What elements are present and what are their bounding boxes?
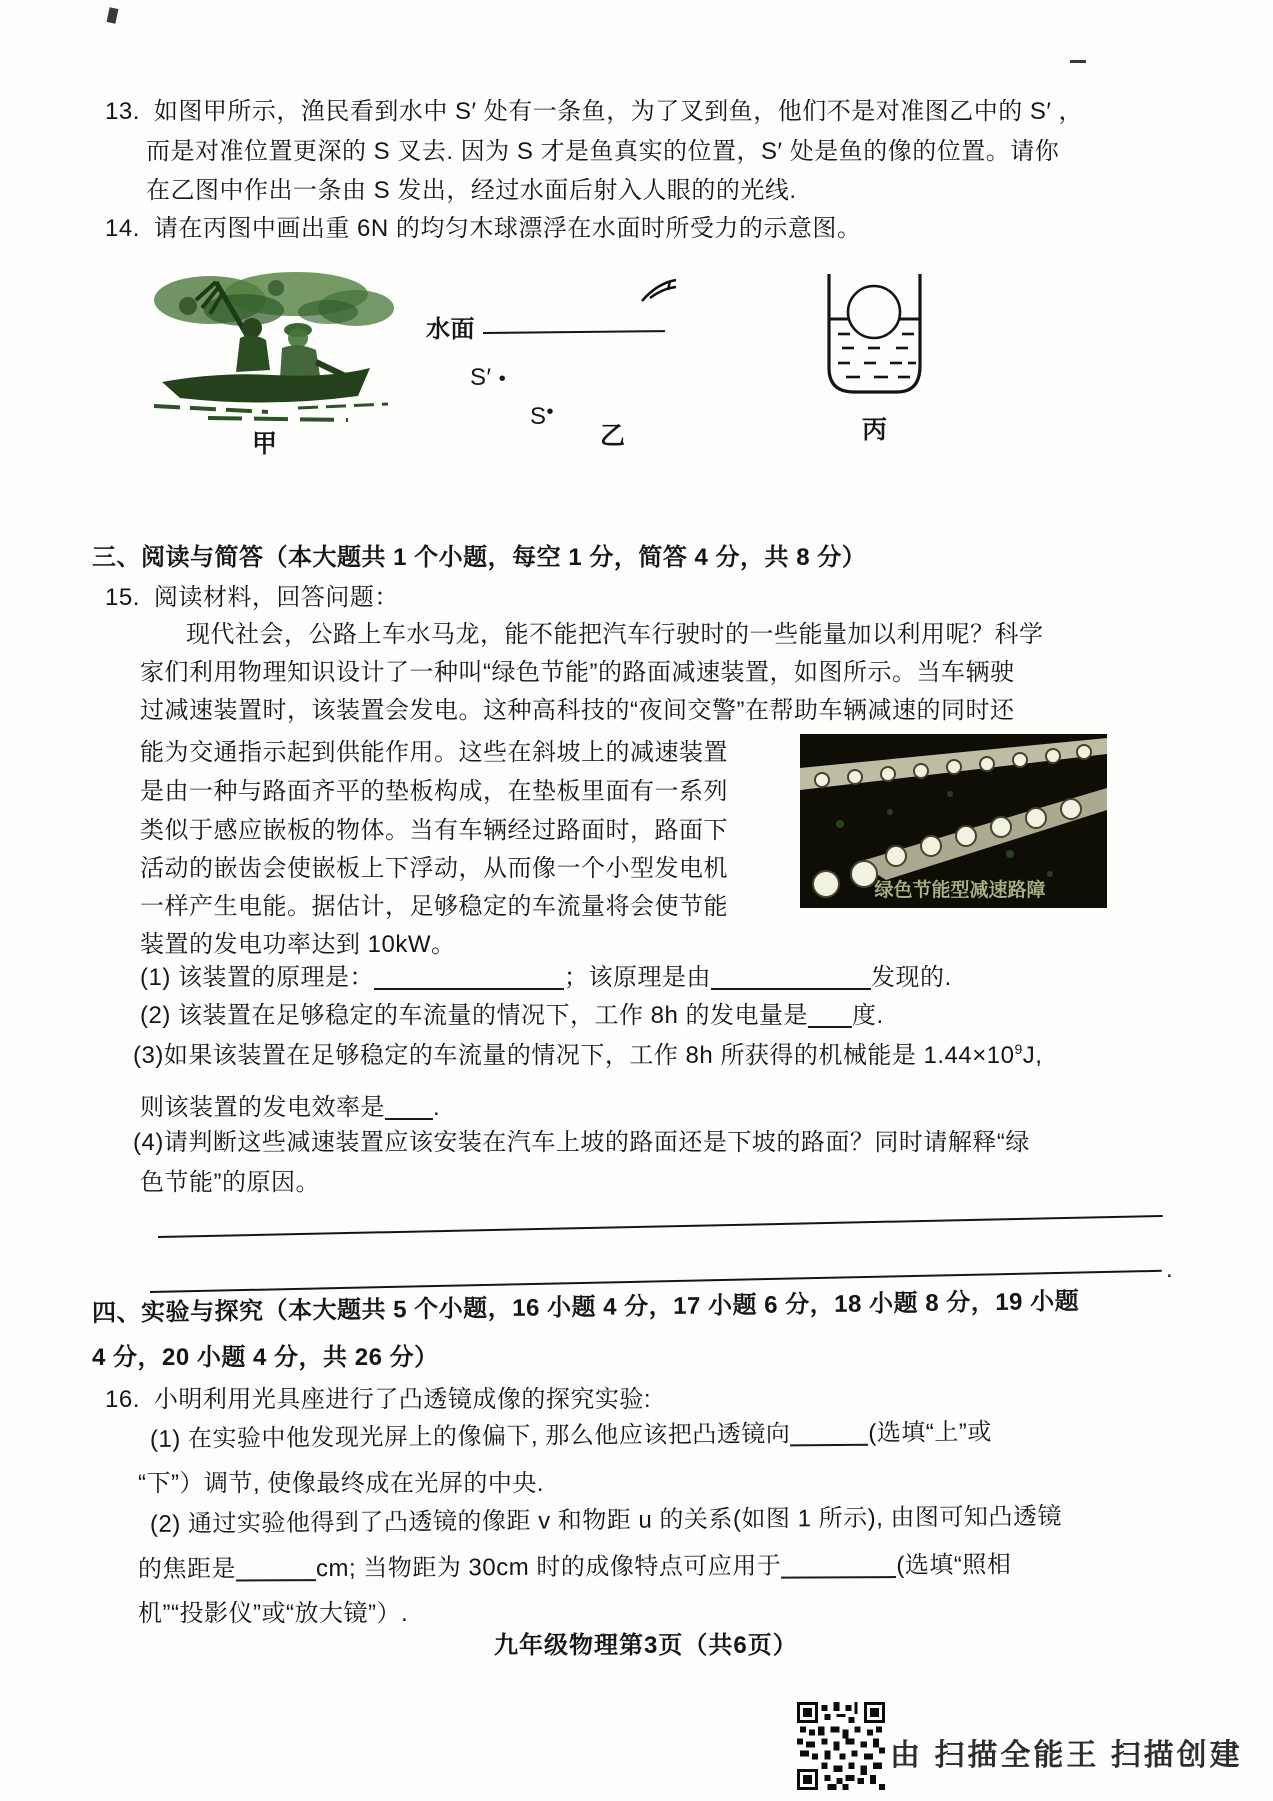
q15-sub3-line2: 则该装置的发电效率是 . [140, 1094, 441, 1121]
q16-sub2-line1: (2) 通过实验他得到了凸透镜的像距 v 和物距 u 的关系(如图 1 所示), 由图可知凸透镜 [149, 1503, 1063, 1538]
q15-sub4-line1: (4)请判断这些减速装置应该安装在汽车上坡的路面还是下坡的路面？同时请解释“绿 [133, 1129, 1030, 1156]
q15-sub1: (1) 该装置的原理是： ；该原理是由 发现的. [140, 964, 952, 991]
question-13-text1: 如图甲所示，渔民看到水中 S′ 处有一条鱼，为了叉到鱼，他们不是对准图乙中的 S′ ， [153, 98, 1084, 125]
figure-bing-label: 丙 [862, 416, 889, 444]
q15-paragraph-line: 装置的发电功率达到 10kW。 [140, 931, 456, 958]
question-16-intro: 16. 小明利用光具座进行了凸透镜成像的探究实验: [105, 1386, 652, 1413]
question-16-number: 16. [105, 1386, 140, 1413]
answer-blank [781, 1554, 896, 1579]
question-13-line1 [105, 100, 1083, 124]
q15-paragraph-line: 过减速装置时，该装置会发电。这种高科技的“夜间交警”在帮助车辆减速的同时还 [140, 697, 1015, 724]
scanner-credit: 由 扫描全能王 扫描创建 [890, 1739, 1243, 1772]
section-4-heading-line2: 4 分，20 小题 4 分，共 26 分） [92, 1344, 439, 1371]
scan-speck [107, 7, 119, 24]
question-14-line [105, 217, 861, 241]
q16-sub2-line3: 机”“投影仪”或“放大镜”）. [138, 1600, 409, 1627]
water-surface-line [483, 330, 665, 334]
section-3-heading: 三、阅读与简答（本大题共 1 个小题，每空 1 分，简答 4 分，共 8 分） [92, 544, 867, 571]
q15-paragraph-line: 家们利用物理知识设计了一种叫“绿色节能”的路面减速装置，如图所示。当车辆驶 [140, 659, 1015, 686]
question-13-number: 13. [105, 98, 140, 125]
answer-blank [711, 966, 871, 990]
page-footer: 九年级物理第3页（共6页） [494, 1632, 798, 1659]
figure-yi-label: 乙 [600, 422, 627, 450]
q15-sub3-line1: (3)如果该装置在足够稳定的车流量的情况下，工作 8h 所获得的机械能是 $1.44\times 10^9J$, [133, 1041, 1043, 1069]
q15-sub2: (2) 该装置在足够稳定的车流量的情况下，工作 8h 的发电量是 度. [140, 1002, 884, 1029]
question-13-line2: 而是对准位置更深的 S 叉去. 因为 S 才是鱼真实的位置，S′ 处是鱼的像的位置。请你 [146, 138, 1060, 165]
question-14-text: 请在丙图中画出重 6N 的均匀木球漂浮在水面时所受力的示意图。 [153, 215, 862, 242]
question-15-number: 15. [105, 584, 140, 611]
floating-ball [848, 286, 900, 338]
water-surface-label: 水面 [426, 316, 475, 343]
question-14-number: 14. [105, 215, 140, 242]
q16-sub2-line2: 的焦距是 cm; 当物距为 30cm 时的成像特点可应用于 (选填“照相 [137, 1551, 1012, 1583]
q16-sub1-line2: “下”）调节, 使像最终成在光屏的中央. [138, 1470, 544, 1497]
figure-jia-label: 甲 [252, 430, 279, 458]
answer-blank [808, 1004, 852, 1028]
q15-paragraph-line: 一样产生电能。据估计，足够稳定的车流量将会使节能 [140, 893, 728, 920]
eye-icon [640, 278, 678, 306]
q15-paragraph-line: 现代社会，公路上车水马龙，能不能把汽车行驶时的一些能量加以利用呢？科学 [186, 621, 1044, 648]
speed-bump-photo [800, 734, 1107, 908]
figure-jia-fishermen-illustration [148, 266, 396, 428]
photo-caption: 绿色节能型减速路障 [874, 880, 1046, 901]
section-4-heading-line1: 四、实验与探究（本大题共 5 个小题，16 小题 4 分，17 小题 6 分，18 小题 8 分，19 小题 [91, 1287, 1080, 1327]
question-15-intro: 15. 阅读材料，回答问题： [105, 584, 399, 611]
q15-paragraph-line: 能为交通指示起到供能作用。这些在斜坡上的减速装置 [140, 739, 728, 766]
q15-sub4-line2: 色节能”的原因。 [140, 1169, 320, 1196]
q15-paragraph-line: 类似于感应嵌板的物体。当有车辆经过路面时，路面下 [140, 817, 728, 844]
answer-blank [236, 1557, 316, 1581]
answer-blank [374, 966, 564, 990]
answer-line-period: . [1166, 1256, 1174, 1283]
s-prime-point: S′ • [470, 364, 507, 391]
s-point: S• [530, 401, 555, 430]
answer-blank [790, 1422, 868, 1447]
q16-sub1-line1: (1) 在实验中他发现光屏上的像偏下, 那么他应该把凸透镜向 (选填“上”或 [149, 1418, 992, 1453]
qr-code [797, 1702, 885, 1790]
figure-bing-beaker-floating-ball [816, 272, 934, 406]
question-13-line3: 在乙图中作出一条由 S 发出，经过水面后射入人眼的的光线. [146, 177, 797, 204]
q15-paragraph-line: 是由一种与路面齐平的垫板构成，在垫板里面有一系列 [140, 778, 728, 805]
answer-line [158, 1215, 1163, 1238]
answer-blank [385, 1096, 433, 1120]
q15-paragraph-line: 活动的嵌齿会使嵌板上下浮动，从而像一个小型发电机 [140, 855, 728, 882]
scan-speck [1070, 60, 1086, 63]
